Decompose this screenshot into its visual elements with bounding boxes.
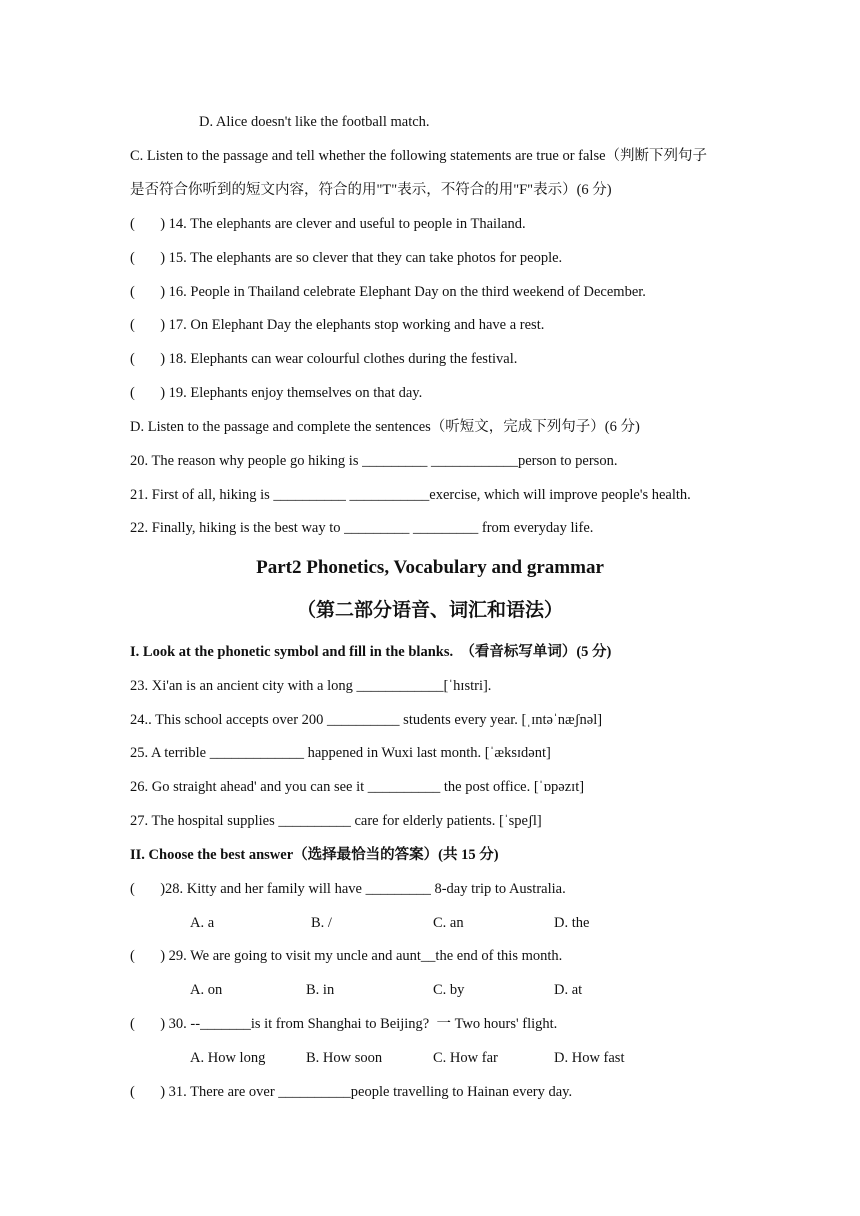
option-c: C. How far (433, 1050, 498, 1066)
section-c-heading-cont: 是否符合你听到的短文内容，符合的用"T"表示，不符合的用"F"表示）(6 分) (130, 182, 612, 198)
option-d: D. the (554, 915, 590, 931)
question-22: 22. Finally, hiking is the best way to _________ _________ from everyday life. (130, 520, 594, 536)
question-29: ( ) 29. We are going to visit my uncle and aunt__the end of this month. (130, 948, 563, 964)
question-16: ( ) 16. People in Thailand celebrate Elephant Day on the third weekend of December. (130, 284, 646, 300)
question-14: ( ) 14. The elephants are clever and useful to people in Thailand. (130, 216, 526, 232)
option-d: D. at (554, 982, 583, 998)
option-a: A. a (190, 915, 215, 931)
option-a: A. How long (190, 1050, 266, 1066)
question-18: ( ) 18. Elephants can wear colourful clothes during the festival. (130, 351, 518, 367)
section-ii-heading: II. Choose the best answer（选择最恰当的答案）(共 15 分) (130, 847, 499, 863)
option-b: B. in (306, 982, 335, 998)
question-30: ( ) 30. --_______is it from Shanghai to Beijing? 一 Two hours' flight. (130, 1016, 558, 1032)
question-19: ( ) 19. Elephants enjoy themselves on that day. (130, 385, 423, 401)
question-25: 25. A terrible _____________ happened in Wuxi last month. [ˈæksɪdənt] (130, 745, 551, 761)
question-27: 27. The hospital supplies __________ care for elderly patients. [ˈspeʃl] (130, 813, 542, 829)
question-17: ( ) 17. On Elephant Day the elephants stop working and have a rest. (130, 317, 545, 333)
question-15: ( ) 15. The elephants are so clever that they can take photos for people. (130, 250, 563, 266)
option-b: B. / (311, 915, 332, 931)
question-24: 24.. This school accepts over 200 __________ students every year. [ˌɪntəˈnæʃnəl] (130, 712, 603, 728)
part2-subtitle: （第二部分语音、词汇和语法） (296, 600, 563, 621)
option-a: A. on (190, 982, 223, 998)
part2-title: Part2 Phonetics, Vocabulary and grammar (256, 557, 604, 578)
section-d-heading: D. Listen to the passage and complete the sentences（听短文，完成下列句子）(6 分) (130, 419, 640, 435)
question-20: 20. The reason why people go hiking is _________ ____________person to person. (130, 453, 618, 469)
option-d-prev: D. Alice doesn't like the football match. (199, 114, 430, 130)
option-c: C. by (433, 982, 465, 998)
section-i-heading: I. Look at the phonetic symbol and fill in the blanks. （看音标写单词）(5 分) (130, 644, 612, 660)
question-26: 26. Go straight ahead' and you can see it __________ the post office. [ˈɒpəzɪt] (130, 779, 585, 795)
question-21: 21. First of all, hiking is __________ ___________exercise, which will improve people's health. (130, 487, 691, 503)
question-28: ( )28. Kitty and her family will have _________ 8-day trip to Australia. (130, 881, 566, 897)
question-31: ( ) 31. There are over __________people travelling to Hainan every day. (130, 1084, 573, 1100)
option-c: C. an (433, 915, 464, 931)
question-23: 23. Xi'an is an ancient city with a long ____________[ˈhɪstri]. (130, 678, 492, 694)
option-d: D. How fast (554, 1050, 625, 1066)
option-b: B. How soon (306, 1050, 383, 1066)
section-c-heading: C. Listen to the passage and tell whether the following statements are true or false（判断下列句子 (130, 148, 708, 164)
